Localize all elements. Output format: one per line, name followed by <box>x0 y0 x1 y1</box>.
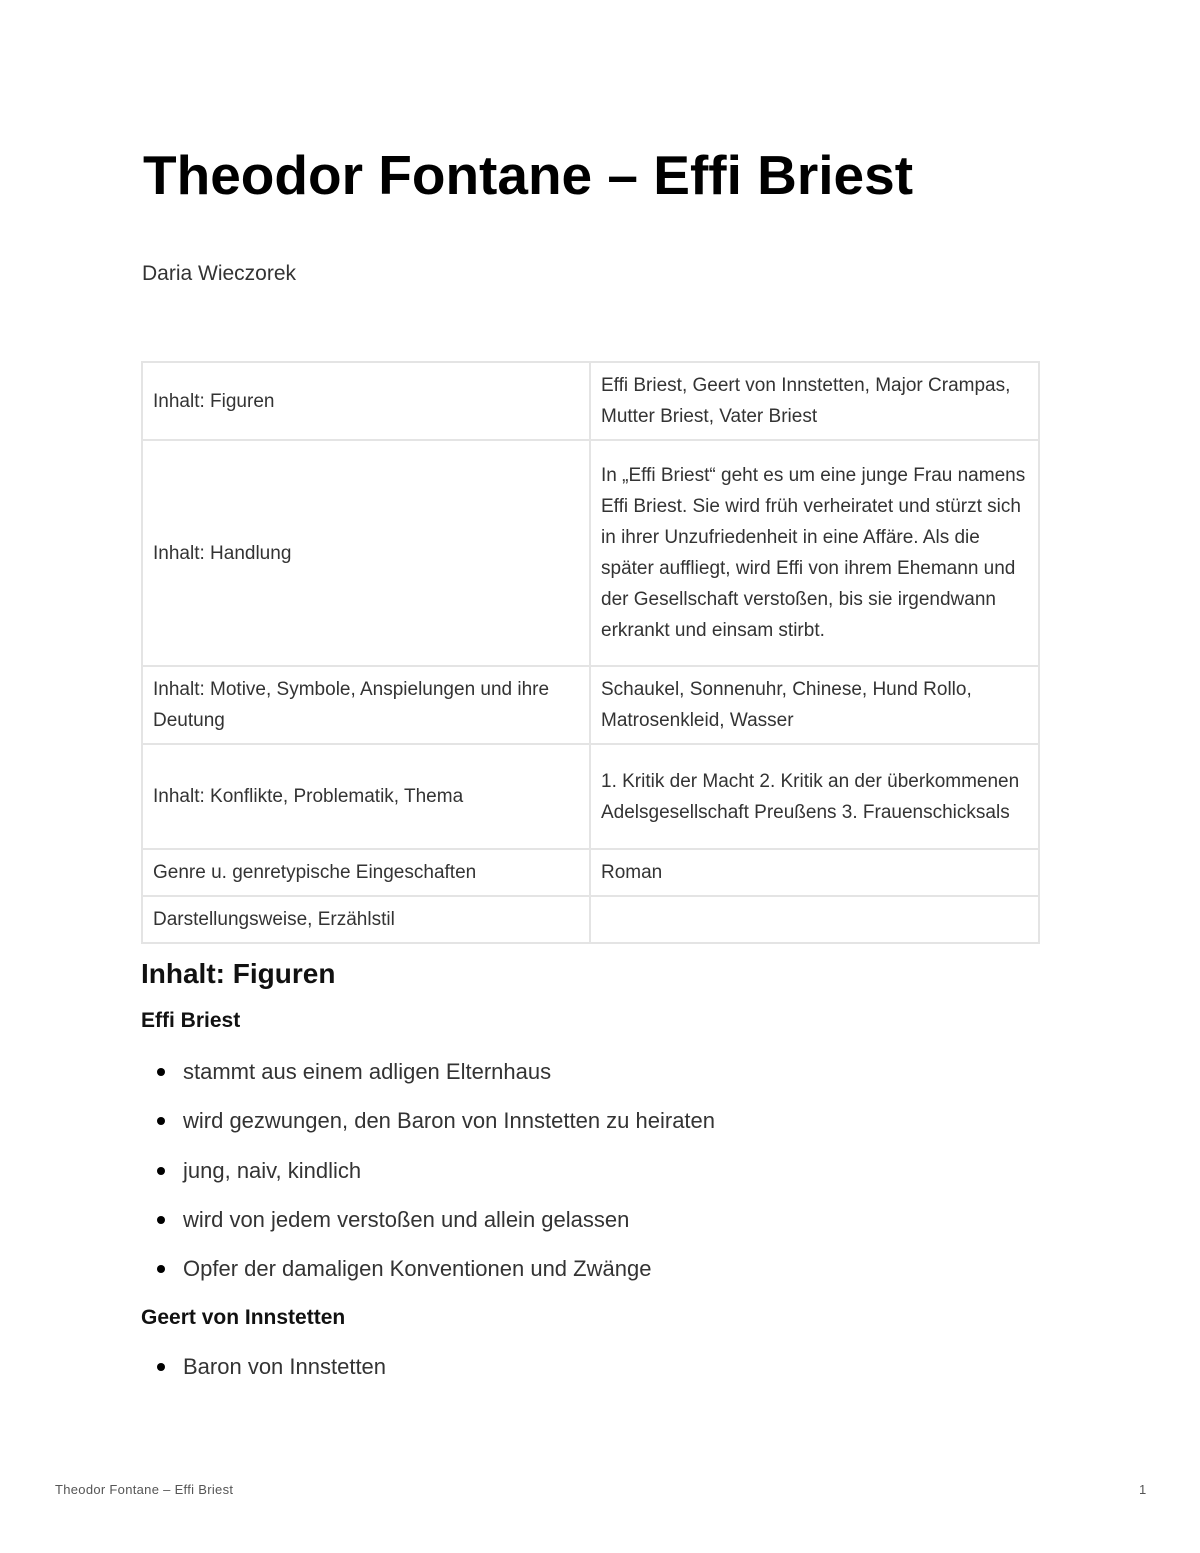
row-value: 1. Kritik der Macht 2. Kritik an der überkommenen Adelsgesellschaft Preußens 3. Frauenschicksals <box>590 744 1039 849</box>
effi-bullet-list <box>141 1055 715 1301</box>
row-label: Inhalt: Figuren <box>142 362 590 440</box>
table-row <box>142 896 1039 943</box>
bullet-icon <box>157 1068 165 1076</box>
bullet-icon <box>157 1216 165 1224</box>
section-heading: Inhalt: Figuren <box>141 958 336 989</box>
row-value: Roman <box>590 849 1039 896</box>
table-row <box>142 849 1039 896</box>
list-item-text: wird von jedem verstoßen und allein gelassen <box>183 1206 630 1232</box>
list-item-text: jung, naiv, kindlich <box>183 1157 362 1183</box>
list-item <box>141 1055 715 1104</box>
list-item-text: wird gezwungen, den Baron von Innstetten zu heiraten <box>183 1108 716 1134</box>
row-label: Inhalt: Motive, Symbole, Anspielungen und ihre Deutung <box>142 666 590 744</box>
list-item <box>141 1154 715 1203</box>
list-item <box>141 1252 715 1301</box>
table-row <box>142 666 1039 744</box>
innstetten-bullet-list <box>141 1350 386 1399</box>
table-row <box>142 362 1039 440</box>
row-label: Inhalt: Handlung <box>142 440 590 666</box>
row-value: Schaukel, Sonnenuhr, Chinese, Hund Rollo, Matrosenkleid, Wasser <box>590 666 1039 744</box>
list-item-text: Opfer der damaligen Konventionen und Zwänge <box>183 1256 652 1282</box>
table-row <box>142 440 1039 666</box>
row-label: Inhalt: Konflikte, Problematik, Thema <box>142 744 590 849</box>
list-item <box>141 1104 715 1153</box>
list-item <box>141 1350 386 1399</box>
list-item-text: stammt aus einem adligen Elternhaus <box>183 1059 552 1084</box>
row-label: Darstellungsweise, Erzählstil <box>142 896 590 943</box>
row-value: In „Effi Briest“ geht es um eine junge Frau namens Effi Briest. Sie wird früh verheiratet und stürzt sich in ihrer Unzufriedenheit in eine Affäre. Als die später auffliegt, wird Effi von ihrem Ehemann und der Gesellschaft verstoßen, bis sie irgendwann erkrankt und einsam stirbt. <box>590 440 1039 666</box>
bullet-icon <box>157 1265 165 1273</box>
list-item-text: Baron von Innstetten <box>183 1354 387 1379</box>
bullet-icon <box>157 1167 165 1175</box>
row-value: Effi Briest, Geert von Innstetten, Major Crampas, Mutter Briest, Vater Briest <box>590 362 1039 440</box>
bullet-icon <box>157 1363 165 1371</box>
overview-table <box>141 361 1040 944</box>
row-label: Genre u. genretypische Eingeschaften <box>142 849 590 896</box>
footer-page-number: 1 <box>1139 1482 1147 1497</box>
footer-title: Theodor Fontane – Effi Briest <box>55 1482 234 1497</box>
row-value <box>590 896 1039 943</box>
character-heading-effi: Effi Briest <box>141 1009 241 1032</box>
character-heading-innstetten: Geert von Innstetten <box>141 1306 346 1329</box>
list-item <box>141 1203 715 1252</box>
document-title: Theodor Fontane – Effi Briest <box>143 144 914 206</box>
document-author: Daria Wieczorek <box>142 262 297 285</box>
table-row <box>142 744 1039 849</box>
bullet-icon <box>157 1117 165 1125</box>
